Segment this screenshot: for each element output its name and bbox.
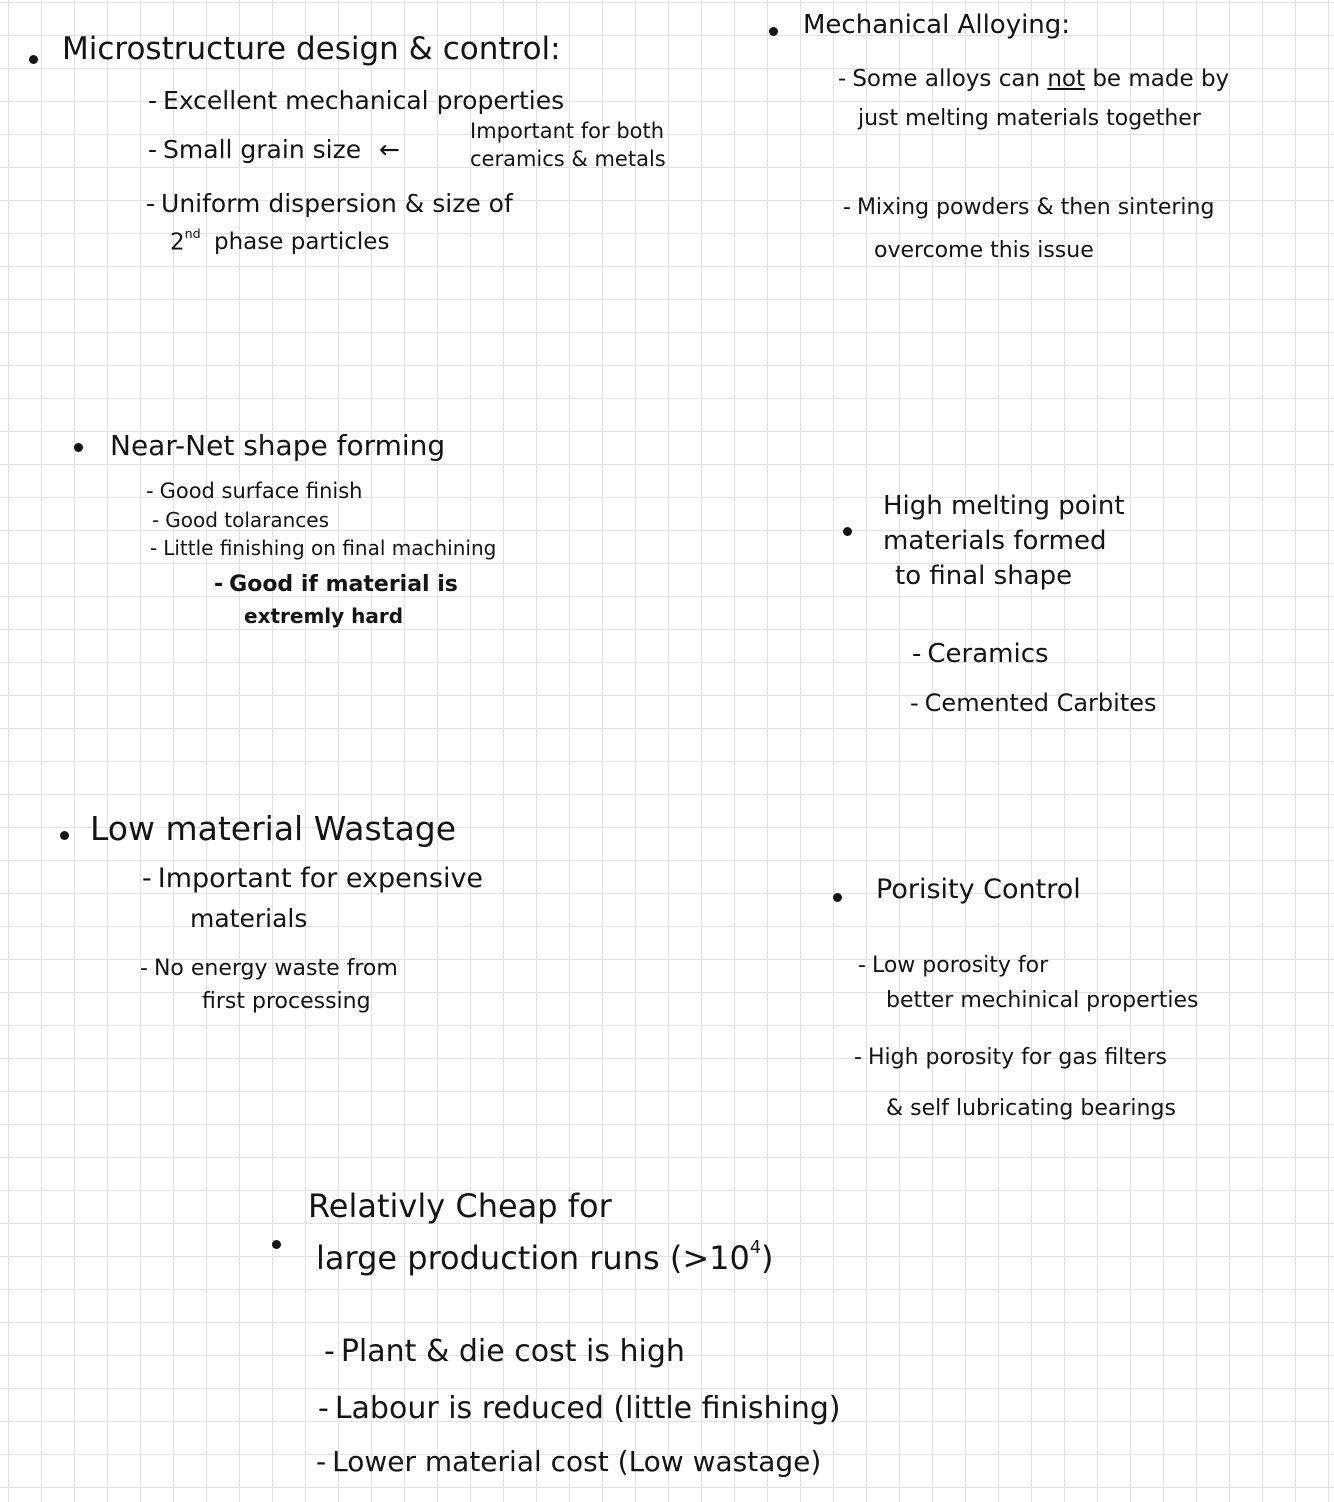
highmelt-heading-line: High melting point bbox=[883, 491, 1125, 521]
bullet-dot bbox=[60, 831, 69, 840]
alloy-item-text: Mixing powders & then sintering bbox=[856, 195, 1215, 220]
micro-item-text: phase particles bbox=[214, 229, 390, 256]
nearnet-item-text: Good surface finish bbox=[159, 479, 363, 503]
porosity-item: - Low porosity for bbox=[858, 953, 1049, 978]
annotation-line: Important for both bbox=[470, 119, 665, 143]
micro-heading: Microstructure design & control: bbox=[62, 31, 561, 67]
alloy-item: - Mixing powders & then sintering bbox=[843, 195, 1215, 220]
nearnet-item-text: Good tolarances bbox=[165, 508, 330, 532]
highmelt-item: - Cemented Carbites bbox=[910, 689, 1157, 717]
alloy-item: - Some alloys can not be made by bbox=[838, 66, 1230, 92]
highmelt-heading bbox=[883, 493, 1125, 589]
alloy-item-continued: just melting materials together bbox=[858, 106, 1201, 131]
bullet-dot bbox=[843, 527, 852, 536]
cheap-heading bbox=[308, 1187, 774, 1277]
nearnet-subitem: - Good if material is bbox=[214, 572, 458, 597]
cheap-item: - Labour is reduced (little finishing) bbox=[318, 1391, 841, 1426]
nearnet-item-text: Little finishing on final machining bbox=[163, 536, 497, 560]
cheap-item-text: Plant & die cost is high bbox=[340, 1334, 685, 1369]
micro-item: - Small grain size ← bbox=[148, 135, 400, 164]
cheap-item: - Plant & die cost is high bbox=[324, 1334, 685, 1369]
porosity-item-continued: & self lubricating bearings bbox=[886, 1096, 1176, 1121]
cheap-heading-line: Relativly Cheap for bbox=[308, 1187, 612, 1225]
porosity-heading: Porisity Control bbox=[876, 874, 1081, 905]
highmelt-item: - Ceramics bbox=[912, 639, 1049, 669]
waste-item: - Important for expensive bbox=[142, 863, 484, 894]
ordinal: 2 bbox=[170, 229, 185, 256]
ordinal-suffix: nd bbox=[184, 226, 201, 241]
annotation-line: ceramics & metals bbox=[470, 147, 666, 171]
waste-item-continued: materials bbox=[190, 904, 308, 933]
cheap-item-text: Lower material cost (Low wastage) bbox=[332, 1445, 822, 1478]
nearnet-subitem-continued: extremly hard bbox=[244, 604, 404, 628]
waste-item: - No energy waste from bbox=[140, 956, 398, 981]
porosity-item-continued: better mechinical properties bbox=[886, 988, 1199, 1013]
bullet-dot bbox=[74, 443, 83, 452]
nearnet-heading: Near-Net shape forming bbox=[110, 429, 446, 462]
cheap-heading-line bbox=[316, 1238, 774, 1277]
highmelt-heading-line: to final shape bbox=[895, 561, 1073, 591]
nearnet-item: - Little finishing on final machining bbox=[150, 536, 497, 560]
alloy-item-not: not bbox=[1047, 66, 1086, 92]
alloy-heading: Mechanical Alloying: bbox=[803, 10, 1071, 40]
bullet-dot bbox=[769, 27, 778, 36]
arrow-left-icon: ← bbox=[379, 135, 400, 164]
alloy-item-text-a: Some alloys can bbox=[852, 66, 1041, 92]
highmelt-item-text: Cemented Carbites bbox=[924, 689, 1157, 717]
bullet-dot bbox=[272, 1240, 281, 1249]
micro-item-text: Excellent mechanical properties bbox=[163, 86, 565, 115]
waste-item-text: No energy waste from bbox=[153, 956, 398, 981]
nearnet-item: - Good tolarances bbox=[152, 508, 330, 532]
nearnet-item: - Good surface finish bbox=[146, 479, 363, 503]
cheap-heading-text: large production runs (>10 bbox=[316, 1238, 750, 1277]
micro-item: - Uniform dispersion & size of bbox=[146, 189, 513, 218]
micro-item-text: Uniform dispersion & size of bbox=[161, 189, 513, 218]
alloy-item-text-b: be made by bbox=[1092, 66, 1230, 92]
micro-item-continued bbox=[170, 228, 389, 254]
waste-item-continued: first processing bbox=[202, 989, 371, 1014]
micro-item-text: Small grain size bbox=[163, 135, 362, 164]
micro-item: - Excellent mechanical properties bbox=[148, 86, 565, 115]
nearnet-subitem-text: Good if material is bbox=[229, 572, 458, 597]
bullet-dot bbox=[29, 55, 38, 64]
cheap-item-text: Labour is reduced (little finishing) bbox=[334, 1391, 841, 1426]
highmelt-item-text: Ceramics bbox=[927, 639, 1049, 669]
waste-heading: Low material Wastage bbox=[90, 809, 457, 848]
cheap-heading-close: ) bbox=[761, 1238, 774, 1277]
cheap-item: - Lower material cost (Low wastage) bbox=[316, 1445, 822, 1478]
cheap-exponent: 4 bbox=[749, 1238, 762, 1258]
alloy-item-continued: overcome this issue bbox=[874, 238, 1094, 263]
waste-item-text: Important for expensive bbox=[157, 863, 484, 894]
porosity-item-text: Low porosity for bbox=[871, 953, 1049, 978]
highmelt-heading-line: materials formed bbox=[883, 526, 1107, 556]
porosity-item-text: High porosity for gas filters bbox=[867, 1045, 1167, 1070]
micro-annotation bbox=[470, 121, 666, 170]
porosity-item: - High porosity for gas filters bbox=[854, 1045, 1167, 1070]
bullet-dot bbox=[833, 893, 842, 902]
